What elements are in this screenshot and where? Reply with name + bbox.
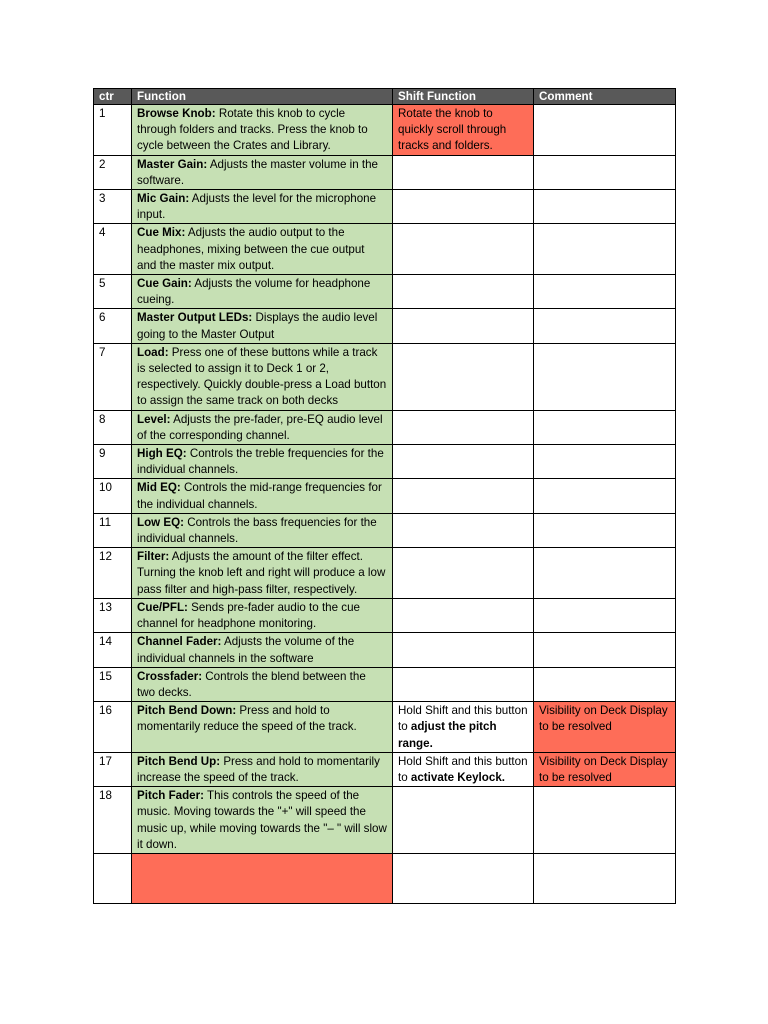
table-row <box>94 275 676 309</box>
comment-cell <box>534 633 676 667</box>
ctr-cell <box>94 853 132 903</box>
shift-function-cell <box>393 155 534 189</box>
function-title: Level: <box>137 412 171 426</box>
table-row <box>94 155 676 189</box>
function-description: Adjusts the level for the microphone input. <box>137 192 377 222</box>
function-description: Controls the blend between the two decks. <box>137 669 366 699</box>
function-cell <box>132 445 393 479</box>
table-row <box>94 410 676 444</box>
comment-cell <box>534 155 676 189</box>
table-row <box>94 479 676 513</box>
table-row <box>94 787 676 854</box>
comment-cell <box>534 410 676 444</box>
column-header-shift-function: Shift Function <box>393 89 534 105</box>
comment-cell <box>534 343 676 410</box>
table-row <box>94 513 676 547</box>
shift-function-cell <box>393 190 534 224</box>
ctr-cell: 8 <box>94 410 132 444</box>
function-title: Low EQ: <box>137 515 185 529</box>
ctr-cell: 10 <box>94 479 132 513</box>
comment-cell <box>534 513 676 547</box>
function-title: Crossfader: <box>137 669 203 683</box>
comment-cell <box>534 309 676 343</box>
ctr-cell: 17 <box>94 752 132 786</box>
shift-function-text: adjust the pitch range. <box>398 720 497 750</box>
function-title: Browse Knob: <box>137 107 216 120</box>
shift-function-cell <box>393 343 534 410</box>
table-row <box>94 445 676 479</box>
function-description: Press and hold to momentarily increase the speed of the track. <box>137 754 380 784</box>
shift-function-cell <box>393 275 534 309</box>
function-title: Channel Fader: <box>137 635 222 649</box>
shift-function-cell <box>393 479 534 513</box>
shift-function-cell <box>393 548 534 599</box>
function-description: Controls the treble frequencies for the individual channels. <box>137 447 384 477</box>
function-description: Rotate this knob to cycle through folders and tracks. Press the knob to cycle between the Crates and Library. <box>137 107 368 153</box>
function-description: Adjusts the volume for headphone cueing. <box>137 277 371 307</box>
function-title: Pitch Bend Down: <box>137 704 237 718</box>
function-description: Adjusts the volume of the individual channels in the software <box>137 635 355 665</box>
function-title: Master Gain: <box>137 157 208 171</box>
comment-cell <box>534 479 676 513</box>
function-cell <box>132 479 393 513</box>
ctr-cell: 18 <box>94 787 132 854</box>
function-cell <box>132 598 393 632</box>
function-title: Filter: <box>137 550 170 564</box>
column-header-function: Function <box>132 89 393 105</box>
column-header-ctr: ctr <box>94 89 132 105</box>
function-description: This controls the speed of the music. Moving towards the "+" will speed the music up, while moving towards the "– " will slow it down. <box>137 789 387 851</box>
function-description: Adjusts the audio output to the headphones, mixing between the cue output and the master mix output. <box>137 226 365 272</box>
shift-function-cell <box>393 702 534 753</box>
table-row <box>94 853 676 903</box>
header-row <box>94 89 676 105</box>
comment-cell <box>534 105 676 156</box>
comment-cell: Visibility on Deck Display to be resolved <box>534 752 676 786</box>
table-row <box>94 752 676 786</box>
function-cell <box>132 752 393 786</box>
table-row <box>94 548 676 599</box>
comment-cell <box>534 190 676 224</box>
ctr-cell: 16 <box>94 702 132 753</box>
shift-function-cell <box>393 309 534 343</box>
ctr-cell: 3 <box>94 190 132 224</box>
comment-cell <box>534 224 676 275</box>
function-cell <box>132 667 393 701</box>
shift-function-cell <box>393 787 534 854</box>
function-description: Displays the audio level going to the Master Output <box>137 311 378 341</box>
function-title: Mid EQ: <box>137 481 181 495</box>
controller-mapping-table <box>93 88 676 904</box>
function-title: Cue/PFL: <box>137 600 188 614</box>
function-description: Controls the bass frequencies for the individual channels. <box>137 515 377 546</box>
function-cell <box>132 548 393 599</box>
shift-function-text: Hold Shift and this button to <box>398 704 528 734</box>
function-cell <box>132 513 393 547</box>
comment-cell <box>534 275 676 309</box>
function-title: Mic Gain: <box>137 192 190 206</box>
ctr-cell: 5 <box>94 275 132 309</box>
function-cell <box>132 275 393 309</box>
ctr-cell: 4 <box>94 224 132 275</box>
function-description: Adjusts the pre-fader, pre-EQ audio level of the corresponding channel. <box>137 412 383 442</box>
function-title: High EQ: <box>137 447 187 461</box>
shift-function-text: Hold Shift and this button to <box>398 754 528 784</box>
function-description: Sends pre-fader audio to the cue channel for headphone monitoring. <box>137 600 360 631</box>
comment-cell <box>534 598 676 632</box>
ctr-cell: 15 <box>94 667 132 701</box>
comment-cell <box>534 445 676 479</box>
function-cell <box>132 853 393 903</box>
shift-function-cell <box>393 224 534 275</box>
ctr-cell: 13 <box>94 598 132 632</box>
function-cell <box>132 190 393 224</box>
function-title: Cue Mix: <box>137 226 186 240</box>
table-row <box>94 343 676 410</box>
function-description: Press and hold to momentarily reduce the speed of the track. <box>137 704 357 734</box>
function-cell <box>132 309 393 343</box>
comment-cell <box>534 667 676 701</box>
table-row <box>94 633 676 667</box>
table-row <box>94 667 676 701</box>
shift-function-cell <box>393 513 534 547</box>
comment-cell <box>534 548 676 599</box>
comment-cell <box>534 853 676 903</box>
shift-function-cell <box>393 667 534 701</box>
function-description: Adjusts the amount of the filter effect. Turning the knob left and right will produce a low pass filter and high-pass filter, respectively. <box>137 550 386 596</box>
table-row <box>94 598 676 632</box>
shift-function-cell <box>393 598 534 632</box>
shift-function-cell <box>393 105 534 156</box>
shift-function-text: Rotate the knob to quickly scroll through tracks and folders. <box>398 107 507 153</box>
shift-function-cell <box>393 853 534 903</box>
table-row <box>94 105 676 156</box>
function-cell <box>132 702 393 753</box>
function-cell <box>132 105 393 156</box>
ctr-cell: 1 <box>94 105 132 156</box>
shift-function-cell <box>393 752 534 786</box>
ctr-cell: 9 <box>94 445 132 479</box>
function-description: Controls the mid-range frequencies for the individual channels. <box>137 481 382 511</box>
table-row <box>94 224 676 275</box>
table-body <box>94 105 676 904</box>
ctr-cell: 7 <box>94 343 132 410</box>
ctr-cell: 2 <box>94 155 132 189</box>
function-description: Press one of these buttons while a track is selected to assign it to Deck 1 or 2, respectively. Quickly double-press a Load button to assign the same track on both decks <box>137 345 387 408</box>
shift-function-text: activate Keylock. <box>410 770 505 784</box>
column-header-comment: Comment <box>534 89 676 105</box>
shift-function-cell <box>393 445 534 479</box>
ctr-cell: 11 <box>94 513 132 547</box>
ctr-cell: 12 <box>94 548 132 599</box>
function-cell <box>132 633 393 667</box>
function-description: Adjusts the master volume in the software. <box>137 157 379 187</box>
table-row <box>94 309 676 343</box>
comment-cell <box>534 787 676 854</box>
comment-cell: Visibility on Deck Display to be resolved <box>534 702 676 753</box>
function-title: Load: <box>137 345 169 359</box>
function-cell <box>132 343 393 410</box>
ctr-cell: 14 <box>94 633 132 667</box>
function-cell <box>132 410 393 444</box>
function-title: Master Output LEDs: <box>137 311 253 325</box>
function-title: Pitch Fader: <box>137 789 204 803</box>
shift-function-cell <box>393 633 534 667</box>
table-row <box>94 702 676 753</box>
function-cell <box>132 155 393 189</box>
ctr-cell: 6 <box>94 309 132 343</box>
shift-function-cell <box>393 410 534 444</box>
table-row <box>94 190 676 224</box>
function-cell <box>132 224 393 275</box>
function-cell <box>132 787 393 854</box>
function-title: Pitch Bend Up: <box>137 754 221 768</box>
function-title: Cue Gain: <box>137 277 192 291</box>
